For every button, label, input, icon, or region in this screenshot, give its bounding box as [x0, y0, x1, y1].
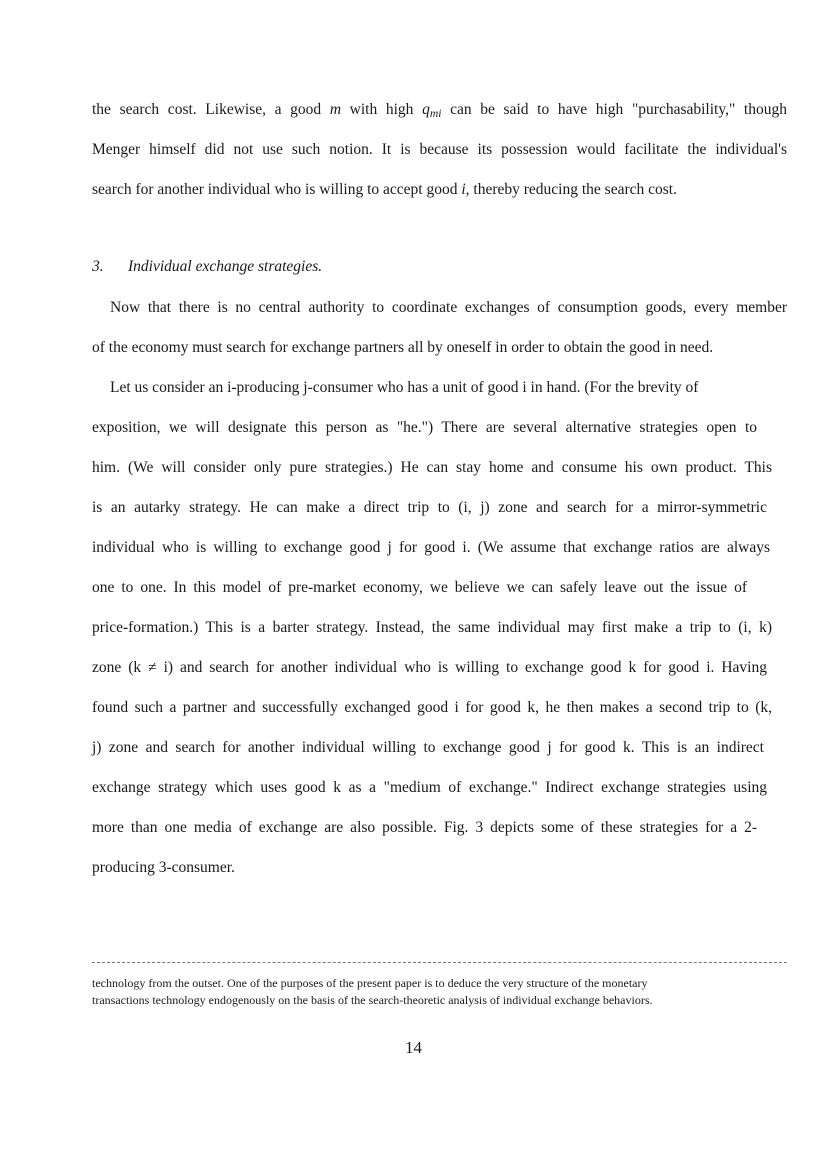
section-title: Individual exchange strategies. [128, 258, 323, 275]
text-line: search for another individual who is willing to accept good i, thereby reducing the search cost. [92, 181, 677, 198]
text-line: exposition, we will designate this person as "he.") There are several alternative strategies open to [92, 419, 757, 436]
text-line: price-formation.) This is a barter strategy. Instead, the same individual may first make a trip to (i, k) [92, 619, 772, 636]
section-number: 3. [92, 258, 104, 275]
text-line: producing 3-consumer. [92, 859, 235, 876]
text-line: the search cost. Likewise, a good m with high $q_{mi}$ can be said to have high "purchasability," though [92, 101, 787, 120]
section-heading [92, 258, 322, 276]
text-line: exchange strategy which uses good k as a "medium of exchange." Indirect exchange strategies using [92, 779, 767, 796]
text-line: more than one media of exchange are also possible. Fig. 3 depicts some of these strategies for a 2- [92, 819, 757, 836]
text-line: zone (k ≠ i) and search for another individual who is willing to exchange good k for good i. Having [92, 659, 767, 676]
text-line: Now that there is no central authority to coordinate exchanges of consumption goods, every member [110, 299, 787, 316]
footnote-line: transactions technology endogenously on the basis of the search-theoretic analysis of individual exchange behaviors. [92, 993, 653, 1007]
text-line: Let us consider an i-producing j-consumer who has a unit of good i in hand. (For the brevity of [110, 379, 699, 396]
text-line: Menger himself did not use such notion. It is because its possession would facilitate the individual's [92, 141, 787, 158]
footnote-rule [92, 962, 787, 963]
text-line: is an autarky strategy. He can make a direct trip to (i, j) zone and search for a mirror-symmetric [92, 499, 767, 516]
text-line: of the economy must search for exchange partners all by oneself in order to obtain the good in need. [92, 339, 714, 356]
text-line: one to one. In this model of pre-market economy, we believe we can safely leave out the issue of [92, 579, 747, 596]
text-line: individual who is willing to exchange good j for good i. (We assume that exchange ratios are always [92, 539, 770, 556]
text-line: j) zone and search for another individual willing to exchange good j for good k. This is an indirect [92, 739, 764, 756]
footnote-line: technology from the outset. One of the purposes of the present paper is to deduce the very structure of the monetary [92, 976, 648, 990]
page-number: 14 [405, 1038, 422, 1057]
text-line: found such a partner and successfully exchanged good i for good k, he then makes a second trip to (k, [92, 699, 772, 716]
text-line: him. (We will consider only pure strategies.) He can stay home and consume his own product. This [92, 459, 772, 476]
